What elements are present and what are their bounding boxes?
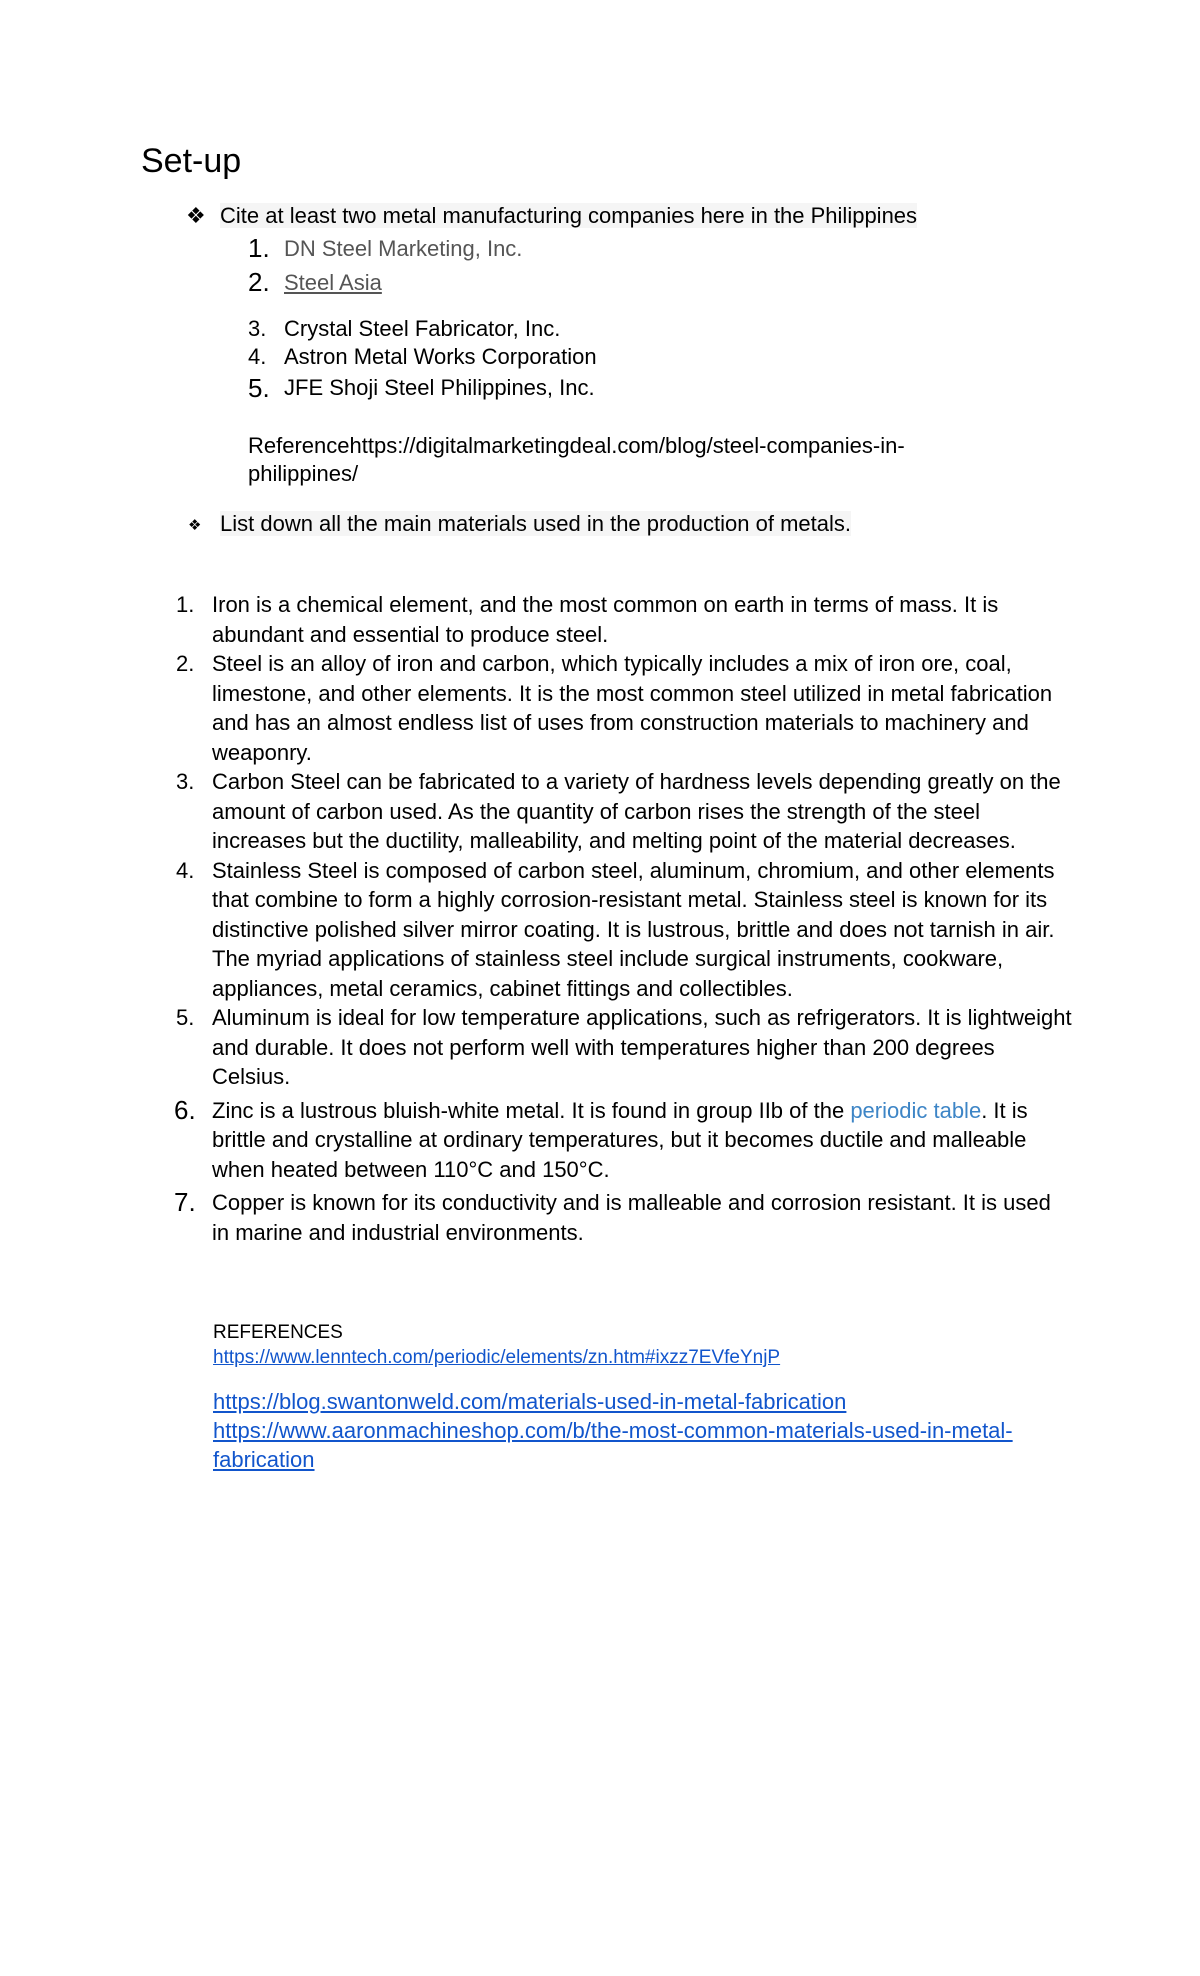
reference-link[interactable]: https://www.lenntech.com/periodic/elements/zn.htm#ixzz7EVfeYnjP [213,1347,781,1368]
four-diamond-bullet-icon: ❖ [186,203,206,228]
list-item [172,767,1072,856]
list-number: 3. [176,769,195,794]
reference-link[interactable]: https://blog.swantonweld.com/materials-used-in-metal-fabrication [213,1389,847,1414]
company-link-steel-asia[interactable]: Steel Asia [284,270,382,295]
list-number: 6. [174,1094,196,1125]
list-item [172,649,1072,767]
list-item [172,590,1072,649]
page-title: Set-up [141,142,242,180]
material-text: . It is brittle and crystalline at ordinary temperatures, but it becomes ductile and malleable when heated between 110°C and 150°C. [212,1097,1028,1182]
company-number: 2. [248,267,270,297]
list-item [172,1096,1072,1185]
material-text: Copper is known for its conductivity and is malleable and corrosion resistant. It is used in marine and industrial environments. [212,1190,1051,1245]
company-number: 5. [248,373,270,403]
material-text: Zinc is a lustrous bluish-white metal. It is found in group IIb of the [212,1097,851,1123]
companies-reference: Referencehttps://digitalmarketingdeal.com/blog/steel-companies-in-philippines/ [248,433,905,486]
company-number: 1. [248,233,270,263]
company-name: Crystal Steel Fabricator, Inc. [284,316,561,341]
company-name: JFE Shoji Steel Philippines, Inc. [284,375,595,400]
list-item [172,856,1072,1004]
material-text: Carbon Steel can be fabricated to a variety of hardness levels depending greatly on the amount of carbon used. As the quantity of carbon rises the strength of the steel increases but the ductility, malleability, and melting point of the material decreases. [212,769,1061,853]
reference-link[interactable]: https://www.aaronmachineshop.com/b/the-most-common-materials-used-in-metal-fabrication [213,1418,1013,1472]
materials-prompt: List down all the main materials used in the production of metals. [220,511,851,536]
company-number: 3. [248,316,267,341]
four-diamond-bullet-icon: ❖ [188,517,202,534]
reference-links-group [213,1387,1033,1474]
list-number: 5. [176,1005,195,1030]
company-name: Astron Metal Works Corporation [284,344,597,369]
list-number: 1. [176,592,195,617]
references-heading: REFERENCES [213,1322,343,1343]
list-number: 2. [176,651,195,676]
companies-prompt: Cite at least two metal manufacturing companies here in the Philippines [220,203,918,228]
list-item [172,1188,1072,1247]
company-name: DN Steel Marketing, Inc. [284,236,523,261]
list-number: 4. [176,857,195,883]
periodic-table-link[interactable]: periodic table [850,1097,982,1123]
materials-list [172,590,1072,1247]
material-text: Steel is an alloy of iron and carbon, which typically includes a mix of iron ore, coal, limestone, and other elements. It is the most common steel utilized in metal fabrication and has an almost endless list of uses from construction materials to machinery and weaponry. [212,651,1053,765]
list-number: 7. [174,1187,196,1217]
material-text: Iron is a chemical element, and the most common on earth in terms of mass. It is abundant and essential to produce steel. [212,592,999,647]
list-item [172,1003,1072,1092]
material-text: Aluminum is ideal for low temperature applications, such as refrigerators. It is lightweight and durable. It does not perform well with temperatures higher than 200 degrees Celsius. [212,1005,1072,1089]
material-text: Stainless Steel is composed of carbon steel, aluminum, chromium, and other elements that combine to form a highly corrosion-resistant metal. Stainless steel is known for its distinctive polished silver mirror coating. It is lustrous, brittle and does not tarnish in air. The myriad applications of stainless steel include surgical instruments, cookware, appliances, metal ceramics, cabinet fittings and collectibles. [212,857,1055,1001]
company-number: 4. [248,344,267,369]
